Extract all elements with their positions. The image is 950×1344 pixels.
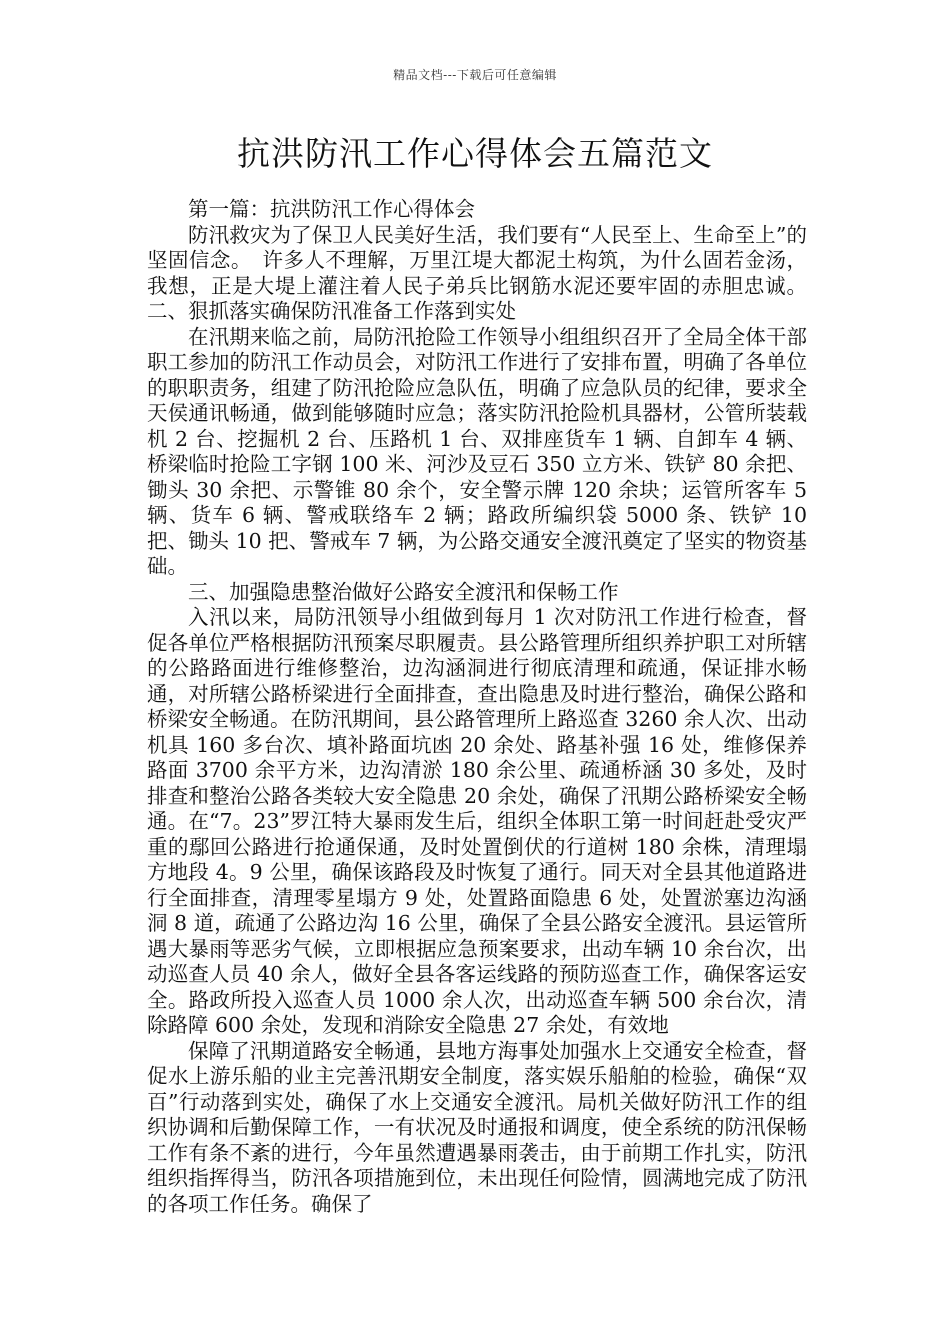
paragraph: 在汛期来临之前，局防汛抢险工作领导小组组织召开了全局全体干部职工参加的防汛工作动员会，对防汛工作进行了安排布置，明确了各单位的职职责务，组建了防汛抢险应急队伍，明确了应急队员的纪律，要求全天侯通讯畅通，做到能够随时应急；落实防汛抢险机具器材，公管所装载机 2 台、挖掘机 2 台、压路机 1 台、双排座货车 1 辆、自卸车 4 辆、桥梁临时抢险工字钢 100 米、河沙及豆石 350 立方米、铁铲 80 余把、锄头 30 余把、示警锥 80 余个，安全警示牌 120 余块；运管所客车 5 辆、货车 6 辆、警戒联络车 2 辆；路政所编织袋 5000 条、铁铲 10 把、锄头 10 把、警戒车 7 辆，为公路交通安全渡汛奠定了坚实的物资基础。 (147, 324, 807, 578)
paragraph: 保障了汛期道路安全畅通，县地方海事处加强水上交通安全检查，督促水上游乐船的业主完善汛期安全制度，落实娱乐船舶的检验，确保“双百”行动落到实处，确保了水上交通安全渡汛。局机关做好防汛工作的组织协调和后勤保障工作，一有状况及时通报和调度，使全系统的防汛保畅工作有条不紊的进行，今年虽然遭遇暴雨袭击，由于前期工作扎实，防汛组织指挥得当，防汛各项措施到位，未出现任何险情，圆满地完成了防汛的各项工作任务。确保了 (147, 1038, 807, 1216)
paragraph: 入汛以来，局防汛领导小组做到每月 1 次对防汛工作进行检查，督促各单位严格根据防汛预案尽职履责。县公路管理所组织养护职工对所辖的公路路面进行维修整治，边沟涵洞进行彻底清理和疏通，保证排水畅通，对所辖公路桥梁进行全面排查，查出隐患及时进行整治，确保公路和桥梁安全畅通。在防汛期间，县公路管理所上路巡查 3260 余人次、出动机具 160 多台次、填补路面坑凼 20 余处、路基补强 16 处，维修保养路面 3700 余平方米，边沟清淤 180 余公里、疏通桥涵 30 多处，及时排查和整治公路各类较大安全隐患 20 余处，确保了汛期公路桥梁安全畅通。在“7。23”罗江特大暴雨发生后，组织全体职工第一时间赶赴受灾严重的鄢回公路进行抢通保通，及时处置倒伏的行道树 180 余株，清理塌方地段 4。9 公里，确保该路段及时恢复了通行。同天对全县其他道路进行全面排查，清理零星塌方 9 处，处置路面隐患 6 处，处置淤塞边沟涵洞 8 道，疏通了公路边沟 16 公里，确保了全县公路安全渡汛。县运管所遇大暴雨等恶劣气候，立即根据应急预案要求，出动车辆 10 余台次，出动巡查人员 40 余人，做好全县各客运线路的预防巡查工作，确保客运安全。路政所投入巡查人员 1000 余人次，出动巡查车辆 500 余台次，清除路障 600 余处，发现和消除安全隐患 27 余处，有效地 (147, 605, 807, 1037)
paragraph: 防汛救灾为了保卫人民美好生活，我们要有“人民至上、生命至上”的坚固信念。 许多人不理解，万里江堤大都泥土构筑，为什么固若金汤，我想，正是大堤上灌注着人民子弟兵比钢筋水泥还要牢固的赤胆忠诚。二、狠抓落实确保防汛准备工作落到实处 (147, 222, 807, 323)
header-note: 精品文档---下载后可任意编辑 (393, 68, 557, 82)
document-body (147, 197, 807, 1217)
section-heading: 三、加强隐患整治做好公路安全渡汛和保畅工作 (188, 579, 619, 604)
section-heading: 第一篇：抗洪防汛工作心得体会 (188, 197, 475, 221)
document-title: 抗洪防汛工作心得体会五篇范文 (237, 134, 713, 173)
